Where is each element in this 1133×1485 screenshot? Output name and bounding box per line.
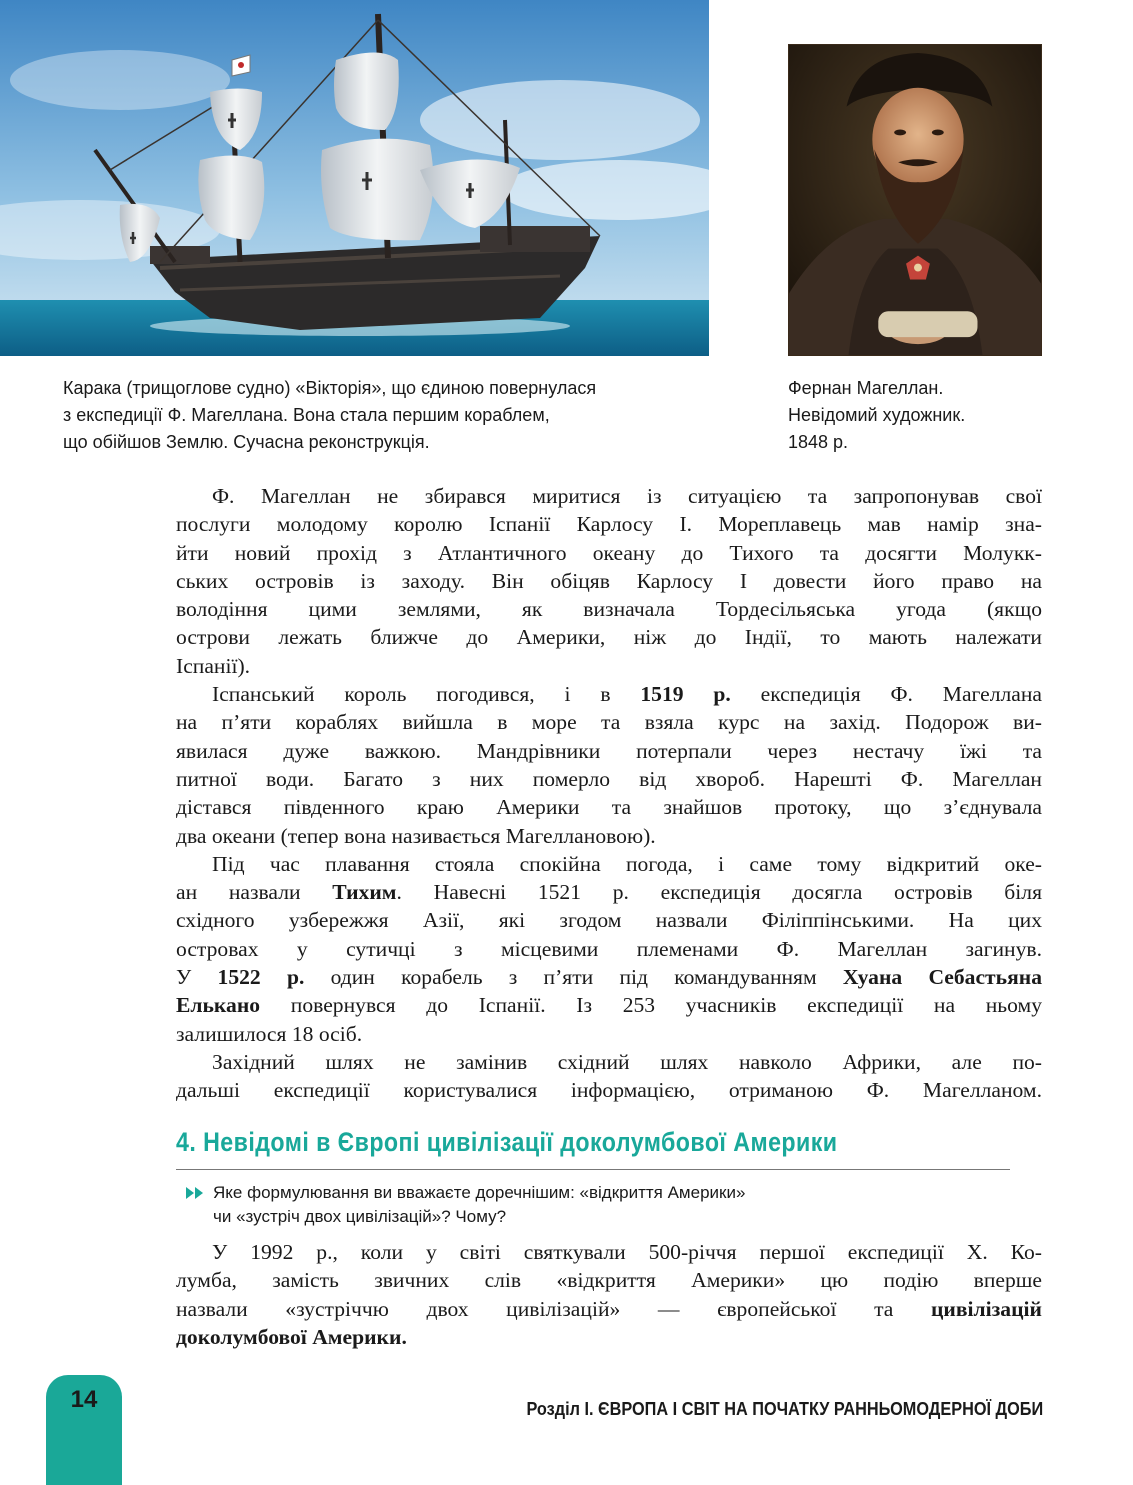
date-1519: 1519 р. [640,682,731,707]
text-line: залишилося 18 осіб. [176,1021,363,1046]
text-line: явилася дуже важкою. Мандрівники потерпали через нестачу їжі та [176,738,1042,763]
heading-divider [176,1169,1010,1170]
text-line: ських островів із заходу. Він обіцяв Карлосу I довести його право на [176,568,1042,593]
paragraph [176,1048,1042,1105]
footer-section-title: Розділ І. ЄВРОПА І СВІТ НА ПОЧАТКУ РАННЬОМОДЕРНОЇ ДОБИ [526,1398,1043,1419]
question-line: Яке формулювання ви вважаєте доречнішим: «відкриття Америки» [213,1183,746,1202]
question-block [185,1181,885,1229]
text-line [176,991,1042,1019]
caption-line: Каракa (трищоглове судно) «Вікторія», що єдиною повернулася [63,378,597,398]
text-run: ан назвали [176,880,333,905]
double-arrow-icon [185,1185,207,1201]
paragraph [176,850,1042,1048]
text-run: . Навесні 1521 р. експедиція досягла островів біля [396,880,1042,905]
text-line: Під час плавання стояла спокійна погода, і саме тому відкритий оке- [212,851,1042,876]
magellan-portrait-image [788,44,1042,356]
text-line [176,878,1042,906]
text-line: на п’яти кораблях вийшла в море та взяла курс на захід. Подорож ви- [176,710,1042,735]
question-line: чи «зустріч двох цивілізацій»? Чому? [213,1207,507,1226]
text-line [176,1295,1042,1323]
section-text [176,1238,1042,1351]
ship-victoria-image [0,0,709,356]
text-run: експедиція Ф. Магеллана [730,682,1042,707]
text-run: назвали «зустріччю двох цивілізацій» — європейської та [176,1296,931,1321]
text-line: У 1992 р., коли у світі святкували 500-річчя першої експедиції Х. Ко- [212,1240,1042,1264]
text-line: два океани (тепер вона називається Магеллановою). [176,823,656,848]
term-precolumbian-america: доколумбової Америки [176,1324,402,1349]
name-elcano-last: Елькано [176,993,261,1018]
text-line: йти новий прохід з Атлантичного океану до Тихого та досягти Молукк- [176,540,1042,565]
date-1522: 1522 р. [217,965,305,990]
section-heading: 4. Невідомі в Європі цивілізації доколумбової Америки [176,1127,838,1157]
text-line: володіння цими землями, як визначала Тордесільяська угода (якщо [176,597,1042,622]
text-run: повернувся до Іспанії. Із 253 учасників експедиції на ньому [260,993,1042,1018]
text-line: послуги молодому королю Іспанії Карлосу I. Мореплавець мав намір зна- [176,512,1042,537]
paragraph [176,482,1042,680]
text-line: Іспанії). [176,653,251,678]
text-line [176,1323,1042,1351]
main-text [176,482,1042,1105]
text-run: Іспанський король погодився, і в [212,682,641,707]
caption-line: Невідомий художник. [788,405,966,425]
text-line: дальші експедиції користувалися інформацією, отриманою Ф. Магелланом. [176,1078,1042,1103]
text-line: лумба, замість звичних слів «відкриття Америки» цю подію вперше [176,1268,1042,1293]
text-line: Західний шлях не замінив східний шлях навколо Африки, але по- [212,1049,1042,1074]
text-line: Ф. Магеллан не збирався миритися із ситуацією та запропонував свої [212,484,1042,508]
text-line: острови лежать ближче до Америки, ніж до Індії, то мають належати [176,625,1042,650]
page-number: 14 [70,1386,98,1413]
text-run: один корабель з п’яти під командуванням [304,965,843,990]
text-line [176,963,1042,991]
term-civilizations: цивілізацій [930,1296,1042,1321]
text-line: питної води. Багато з них померло від хвороб. Нарешті Ф. Магеллан [176,766,1042,791]
caption-line: що обійшов Землю. Сучасна реконструкція. [63,432,430,452]
caption-line: Фернан Магеллан. [788,378,944,398]
text-line: островах у сутичці з місцевими племенами Ф. Магеллан загинув. [176,936,1042,961]
ship-caption [63,375,703,456]
text-line [176,680,1042,708]
text-line: східного узбережжя Азії, які згодом назвали Філіппінськими. На цих [176,908,1042,933]
name-elcano-first: Хуана Себастьяна [842,965,1043,990]
text-run: У [176,965,218,990]
caption-line: 1848 р. [788,432,849,452]
text-run: . [401,1324,407,1349]
text-line: дістався південного краю Америки та знайшов протоку, що з’єднувала [176,795,1042,820]
portrait-caption [788,375,1048,456]
paragraph [176,680,1042,850]
term-tykhyi: Тихим [332,880,397,905]
caption-line: з експедиції Ф. Магеллана. Вона стала першим кораблем, [63,405,550,425]
